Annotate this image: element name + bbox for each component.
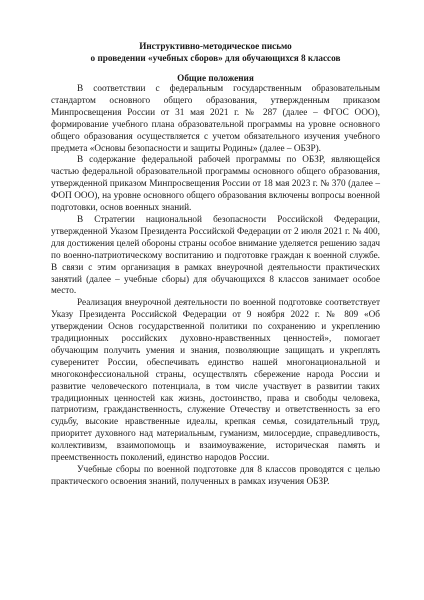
paragraph-5: Учебные сборы по военной подготовке для 8 классов проводятся с целью практического освоения знаний, полученных в рамках изучения ОБЗР. (51, 465, 380, 487)
section-heading: Общие положения (177, 73, 254, 83)
paragraph-2: В содержание федеральной рабочей программы по ОБЗР, являющейся частью федеральной образовательной программы основного общего образования, утвержденной приказом Минпросвещения России от 18 мая 2023 г. № 370 (далее – ФОП ООО), на уровне основного общего образования включены вопросы военной подготовки, основ военных знаний. (51, 155, 380, 214)
paragraph-4: Реализация внеурочной деятельности по военной подготовке соответствует Указу Президента Российской Федерации от 9 ноября 2022 г. № 809 «Об утверждении Основ государственной политики по сохранению и укреплению традиционных российских духовно-нравственных ценностей», помогает обучающим получить умения и знания, позволяющие защищать и укреплять суверенитет России, обеспечивать единство нашей многонациональной и многоконфессиональной страны, осуществлять сбережение народа России и развитие человеческого потенциала, в том числе участвует в развитии таких традиционных ценностей как жизнь, достоинство, права и свободы человека, патриотизм, гражданственность, служение Отечеству и ответственность за его судьбу, высокие нравственные идеалы, крепкая семья, созидательный труд, приоритет духовного над материальным, гуманизм, милосердие, справедливость, коллективизм, взаимопомощь и взаимоуважение, историческая память и преемственность поколений, единство народов России. (51, 298, 380, 464)
paragraph-3: В Стратегии национальной безопасности Российской Федерации, утвержденной Указом Президента Российской Федерации от 2 июля 2021 г. № 400, для достижения целей обороны страны особое внимание уделяется решению задач по военно-патриотическому воспитанию и подготовке граждан к военной службе. В связи с этим организация в рамках внеурочной деятельности практических занятий (далее – учебные сборы) для обучающихся 8 классов занимает особое место. (51, 214, 380, 297)
paragraph-1: В соответствии с федеральным государственным образовательным стандартом основного общего образования, утвержденным приказом Минпросвещения России от 31 мая 2021 г. № 287 (далее – ФГОС ООО), формирование учебного плана образовательной программы на уровне основного общего образования осуществляется с учетом обязательного изучения учебного предмета «Основы безопасности и защиты Родины» (далее – ОБЗР). (51, 84, 380, 154)
document-body (51, 84, 380, 489)
document-title (51, 40, 380, 64)
document-title-line-2: о проведении «учебных сборов» для обучающихся 8 классов (90, 53, 341, 63)
document-title-line-1: Инструктивно-методическое письмо (139, 41, 292, 51)
